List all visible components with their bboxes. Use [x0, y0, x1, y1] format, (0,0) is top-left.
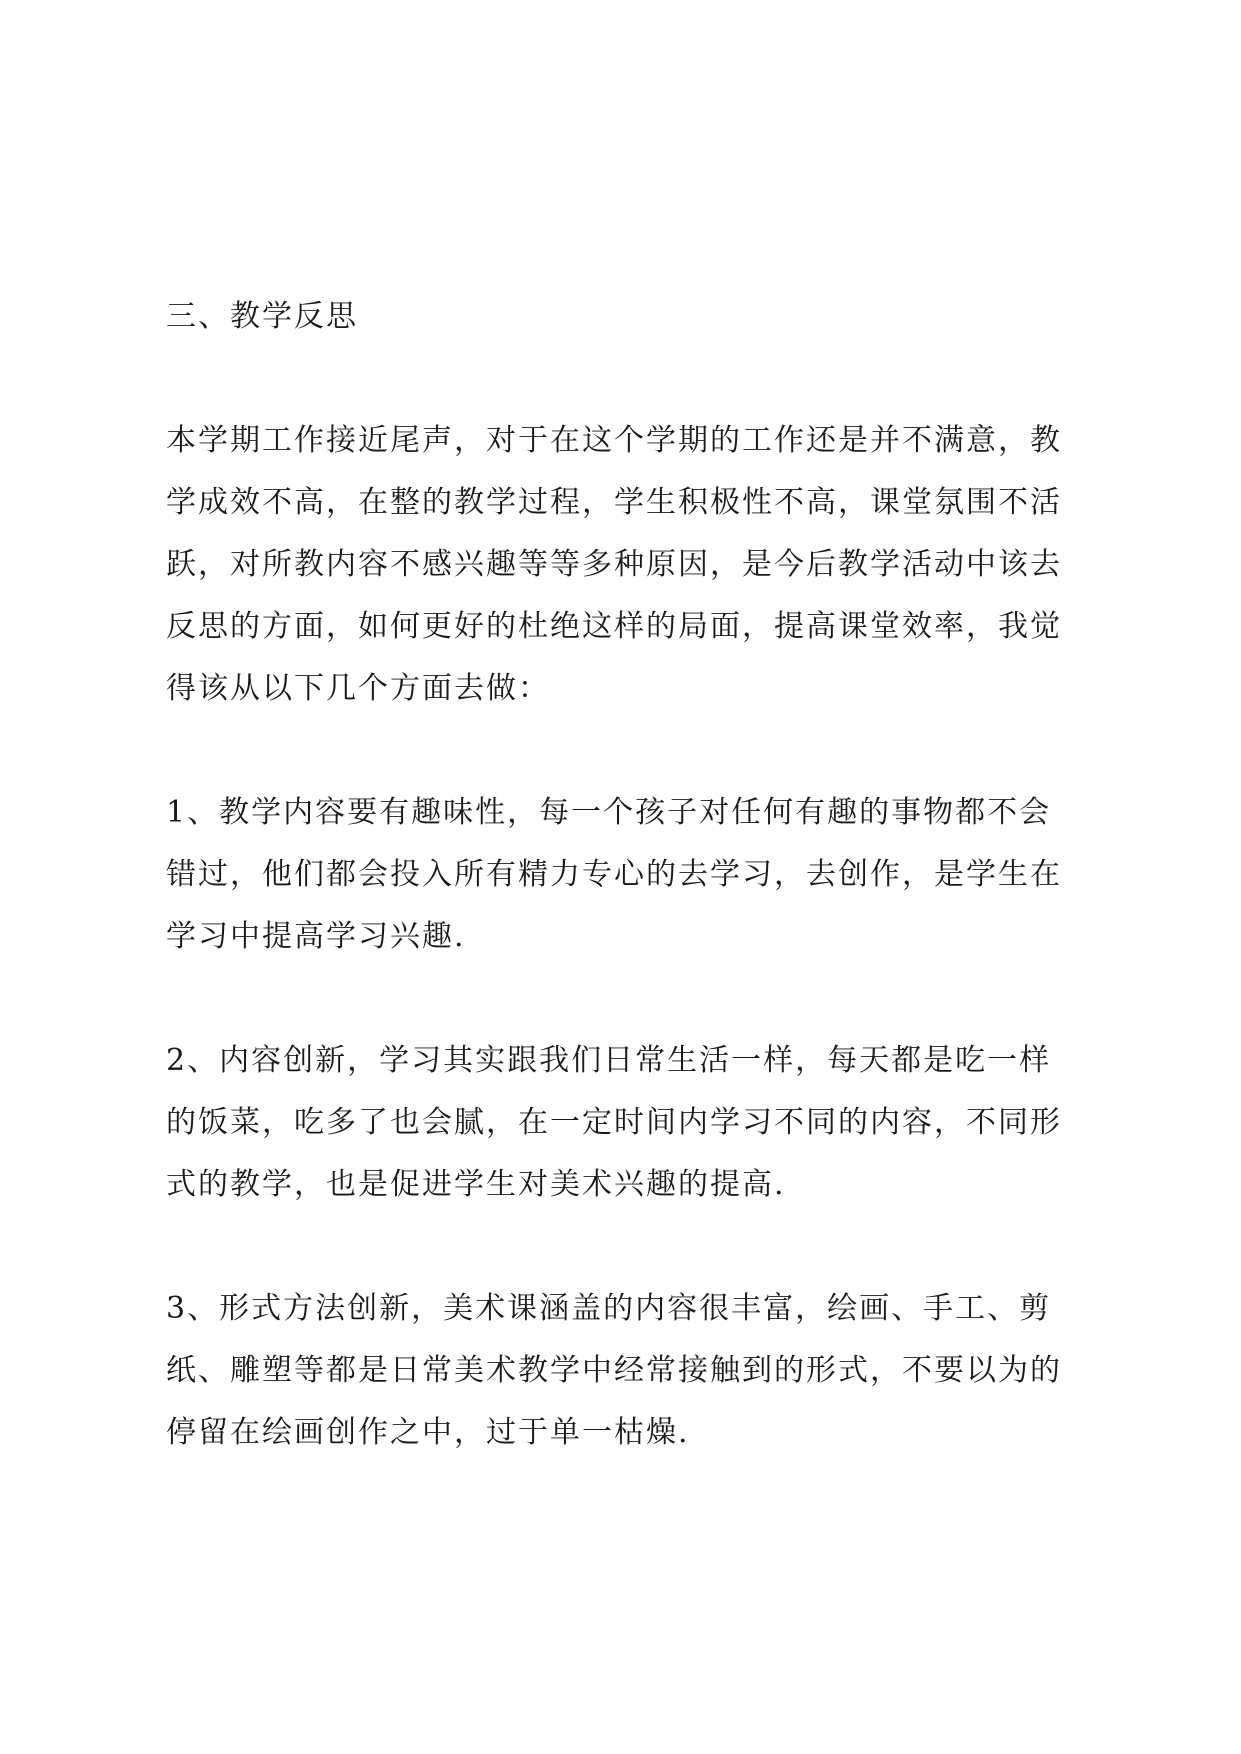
- text-line: 得该从以下几个方面去做：: [166, 671, 550, 706]
- text-line: 本学期工作接近尾声，对于在这个学期的工作还是并不满意，教: [166, 423, 1062, 458]
- list-item-3: [166, 1278, 1091, 1464]
- text-line: 的饭菜，吃多了也会腻，在一定时间内学习不同的内容，不同形: [166, 1105, 1062, 1140]
- text-line: 反思的方面，如何更好的杜绝这样的局面，提高课堂效率，我觉: [166, 609, 1062, 644]
- paragraph-spacer: [166, 348, 1091, 410]
- text-line: 2、内容创新，学习其实跟我们日常生活一样，每天都是吃一样: [166, 1043, 1052, 1078]
- list-item-2: [166, 1030, 1091, 1216]
- document-body: [166, 286, 1091, 1464]
- text-line: 学成效不高，在整的教学过程，学生积极性不高，课堂氛围不活: [166, 485, 1062, 520]
- list-item-1: [166, 782, 1091, 968]
- text-line: 1、教学内容要有趣味性，每一个孩子对任何有趣的事物都不会: [166, 795, 1052, 830]
- text-line: 学习中提高学习兴趣.: [166, 919, 466, 954]
- section-heading: 三、教学反思: [166, 299, 358, 334]
- text-line: 式的教学，也是促进学生对美术兴趣的提高.: [166, 1167, 786, 1202]
- text-line: 纸、雕塑等都是日常美术教学中经常接触到的形式，不要以为的: [166, 1353, 1062, 1388]
- paragraph-spacer: [166, 720, 1091, 782]
- text-line: 跃，对所教内容不感兴趣等等多种原因，是今后教学活动中该去: [166, 547, 1062, 582]
- text-line: 错过，他们都会投入所有精力专心的去学习，去创作，是学生在: [166, 857, 1062, 892]
- intro-paragraph: [166, 410, 1091, 720]
- text-line: 3、形式方法创新，美术课涵盖的内容很丰富，绘画、手工、剪: [166, 1291, 1052, 1326]
- paragraph-spacer: [166, 1216, 1091, 1278]
- paragraph-spacer: [166, 968, 1091, 1030]
- text-line: 停留在绘画创作之中，过于单一枯燥.: [166, 1415, 690, 1450]
